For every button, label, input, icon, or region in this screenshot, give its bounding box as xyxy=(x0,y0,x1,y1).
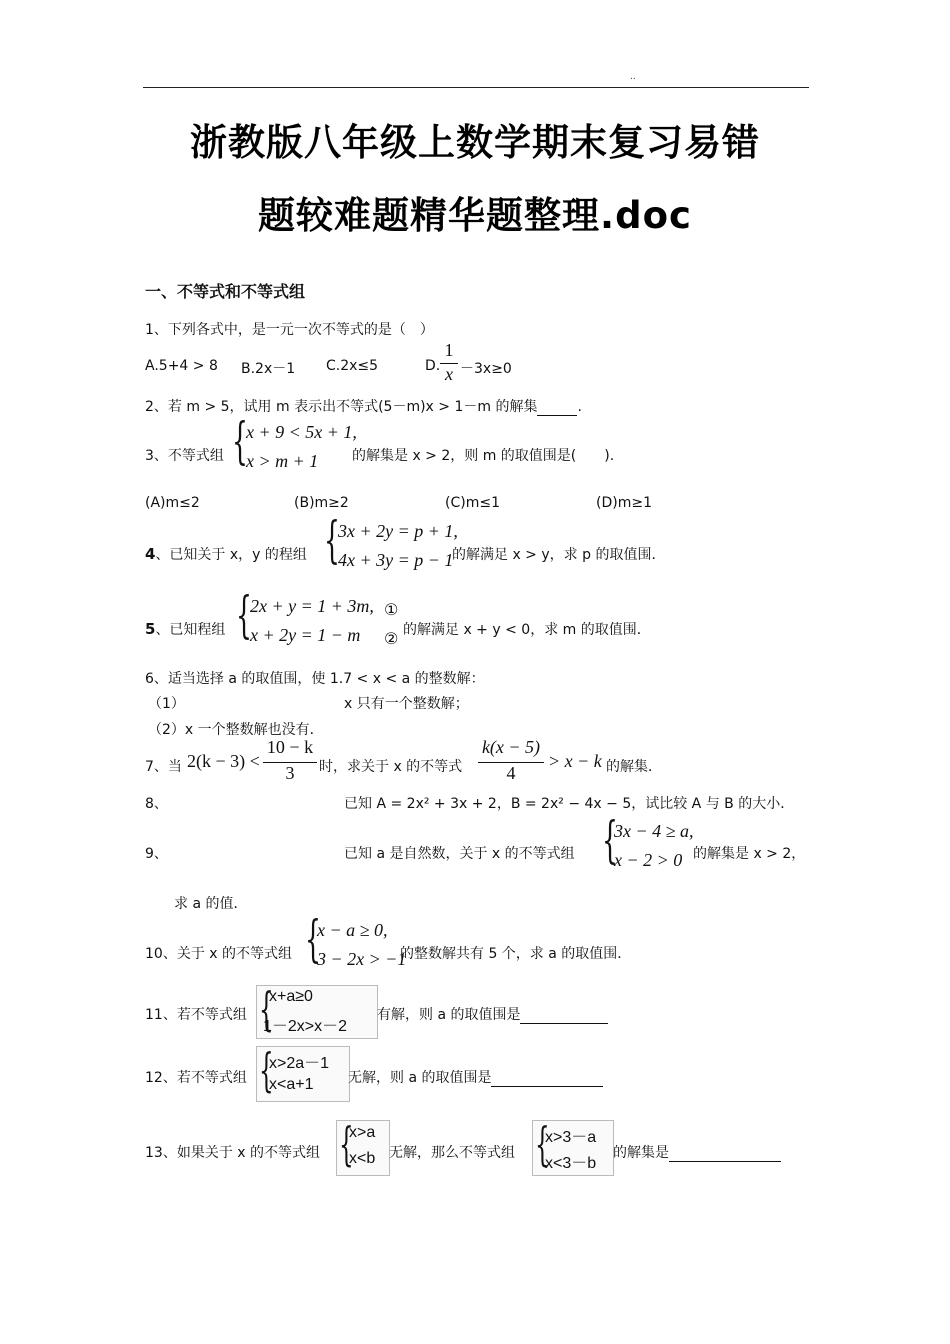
q7-prefix: 7、当 xyxy=(145,759,182,775)
q4-system xyxy=(324,511,458,577)
q2-answer-blank xyxy=(537,399,577,416)
q7-fraction-2 xyxy=(478,737,544,787)
q10-suffix: 的整数解共有 5 个，求 a 的取值围． xyxy=(400,946,632,962)
q7-fraction-1 xyxy=(263,737,317,787)
q13-brace-1: { xyxy=(339,1117,354,1171)
q5-prefix-text: 、已知程组 xyxy=(155,622,226,638)
q5-system xyxy=(236,586,406,652)
q5-prefix xyxy=(145,619,225,639)
q10-line-2: 3 − 2x > −1 xyxy=(317,949,407,969)
q5-mark-2: ② xyxy=(384,629,399,648)
q12-system-image xyxy=(256,1043,350,1102)
q11-answer-blank xyxy=(520,1007,608,1024)
q6-part1-text: x 只有一个整数解； xyxy=(344,696,469,712)
q6-part2: （2）x 一个整数解也没有． xyxy=(148,722,324,738)
q13-mid: 无解，那么不等式组 xyxy=(389,1145,515,1161)
q4-prefix-text: 、已知关于 x，y 的程组 xyxy=(155,547,307,563)
q13-brace-2: { xyxy=(535,1117,550,1171)
q4-suffix: 的解满足 x > y，求 p 的取值围． xyxy=(452,547,666,563)
q4-number: 4 xyxy=(145,545,156,563)
q1-option-c: C.2x≤5 xyxy=(326,358,379,374)
q4-line-2: 4x + 3y = p − 1 xyxy=(338,550,454,570)
q10-line-1: x − a ≥ 0, xyxy=(317,920,388,940)
q9-label: 9、 xyxy=(145,846,168,862)
q7-suffix: 的解集． xyxy=(606,759,662,775)
q1-option-a: A.5+4 > 8 xyxy=(145,358,218,374)
q13-system-2-image xyxy=(532,1117,614,1176)
q9-text: 已知 a 是自然数，关于 x 的不等式组 xyxy=(344,846,575,862)
q9-continuation: 求 a 的值． xyxy=(174,896,248,912)
q7-lhs: 2(k − 3) < xyxy=(187,751,260,771)
header-rule xyxy=(143,87,809,88)
q7-frac2-num: k(x − 5) xyxy=(481,737,541,757)
q13-line-2: x<b xyxy=(349,1150,376,1167)
q13-line-1: x>a xyxy=(349,1124,376,1141)
q3-prefix: 3、不等式组 xyxy=(145,448,224,464)
q2-text: 2、若 m > 5，试用 m 表示出不等式(5－m)x > 1－m 的解集 . xyxy=(145,399,582,415)
q8-label: 8、 xyxy=(145,796,168,812)
q7-rhs: > x − k xyxy=(548,751,602,771)
q10-brace: { xyxy=(305,910,321,968)
q3-system xyxy=(232,412,357,478)
q5-line-2: x + 2y = 1 − m xyxy=(250,625,361,645)
q1-stem: 1、下列各式中，是一元一次不等式的是（ ） xyxy=(145,322,434,338)
q12-line-1: x>2a－1 xyxy=(269,1055,330,1072)
section-heading: 一、不等式和不等式组 xyxy=(145,282,306,301)
q13-suffix: 的解集是 xyxy=(613,1145,669,1161)
q9-suffix: 的解集是 x > 2， xyxy=(693,846,806,862)
q11-line-2: 1－2x>x－2 xyxy=(263,1018,348,1035)
q9-brace: { xyxy=(602,811,618,869)
q12-suffix: 无解，则 a 的取值围是 xyxy=(348,1070,492,1086)
q3-option-b: (B)m≥2 xyxy=(294,495,349,511)
title-line-2: 题较难题精华题整理.doc xyxy=(258,194,692,237)
q1-frac-den: x xyxy=(445,364,453,384)
q8-text: 已知 A = 2x² + 3x + 2，B = 2x² − 4x − 5，试比较 A 与 B 的大小． xyxy=(344,796,795,812)
q11-brace: { xyxy=(259,982,274,1036)
q12-brace: { xyxy=(259,1043,274,1097)
q3-suffix: 的解集是 x > 2，则 m 的取值围是( ). xyxy=(352,448,615,464)
q13-suffix-row xyxy=(613,1142,781,1162)
q13-line-3: x>3－a xyxy=(545,1129,597,1146)
q5-suffix: 的解满足 x + y < 0，求 m 的取值围． xyxy=(403,622,651,638)
q7-frac1-den: 3 xyxy=(285,763,295,783)
q4-line-1: 3x + 2y = p + 1, xyxy=(338,521,458,541)
q1-option-b: B.2x－1 xyxy=(241,361,296,377)
q12-suffix-row xyxy=(348,1067,603,1087)
q4-brace: { xyxy=(324,511,340,569)
q4-prefix xyxy=(145,544,307,564)
q11-suffix-row xyxy=(377,1004,608,1024)
q2-stem: 2、若 m > 5，试用 m 表示出不等式(5－m)x > 1－m 的解集 xyxy=(145,399,538,415)
q3-option-c: (C)m≤1 xyxy=(445,495,500,511)
q9-system xyxy=(602,811,697,877)
q3-option-a: (A)m≤2 xyxy=(145,495,200,511)
header-dots: .. xyxy=(630,72,636,82)
q11-prefix: 11、若不等式组 xyxy=(145,1007,247,1023)
q7-mid: 时，求关于 x 的不等式 xyxy=(319,759,463,775)
q9-line-2: x − 2 > 0 xyxy=(614,850,683,870)
q1-frac-num: 1 xyxy=(444,340,454,360)
q1-fraction xyxy=(440,340,458,386)
q10-prefix: 10、关于 x 的不等式组 xyxy=(145,946,292,962)
q5-number: 5 xyxy=(145,620,156,638)
q12-prefix: 12、若不等式组 xyxy=(145,1070,247,1086)
q11-system-image xyxy=(256,982,378,1039)
q3-line-2: x > m + 1 xyxy=(246,451,319,471)
q1-option-d-prefix: D. xyxy=(425,358,441,374)
q3-option-d: (D)m≥1 xyxy=(596,495,652,511)
q5-mark-1: ① xyxy=(384,600,399,619)
q11-suffix: 有解，则 a 的取值围是 xyxy=(377,1007,521,1023)
q3-line-1: x + 9 < 5x + 1, xyxy=(246,422,357,442)
q13-answer-blank xyxy=(669,1145,781,1162)
q7-frac1-num: 10 − k xyxy=(266,737,314,757)
q12-line-2: x<a+1 xyxy=(269,1076,314,1093)
q6-part1-label: （1） xyxy=(148,696,185,712)
q13-prefix: 13、如果关于 x 的不等式组 xyxy=(145,1145,320,1161)
q6-stem: 6、适当选择 a 的取值围，使 1.7 < x < a 的整数解： xyxy=(145,671,485,687)
q13-line-4: x<3－b xyxy=(545,1155,597,1172)
q5-brace: { xyxy=(236,586,252,644)
q1-option-d-suffix: －3x≥0 xyxy=(460,361,512,377)
q12-answer-blank xyxy=(491,1070,603,1087)
q11-line-1: x+a≥0 xyxy=(269,988,313,1005)
q9-line-1: 3x − 4 ≥ a, xyxy=(614,821,694,841)
title-line-1: 浙教版八年级上数学期末复习易错 xyxy=(190,121,760,164)
q7-frac2-den: 4 xyxy=(506,763,516,783)
q5-line-1: 2x + y = 1 + 3m, xyxy=(250,596,374,616)
q3-brace: { xyxy=(232,412,248,470)
q10-system xyxy=(305,910,407,976)
q13-system-1-image xyxy=(336,1117,390,1176)
